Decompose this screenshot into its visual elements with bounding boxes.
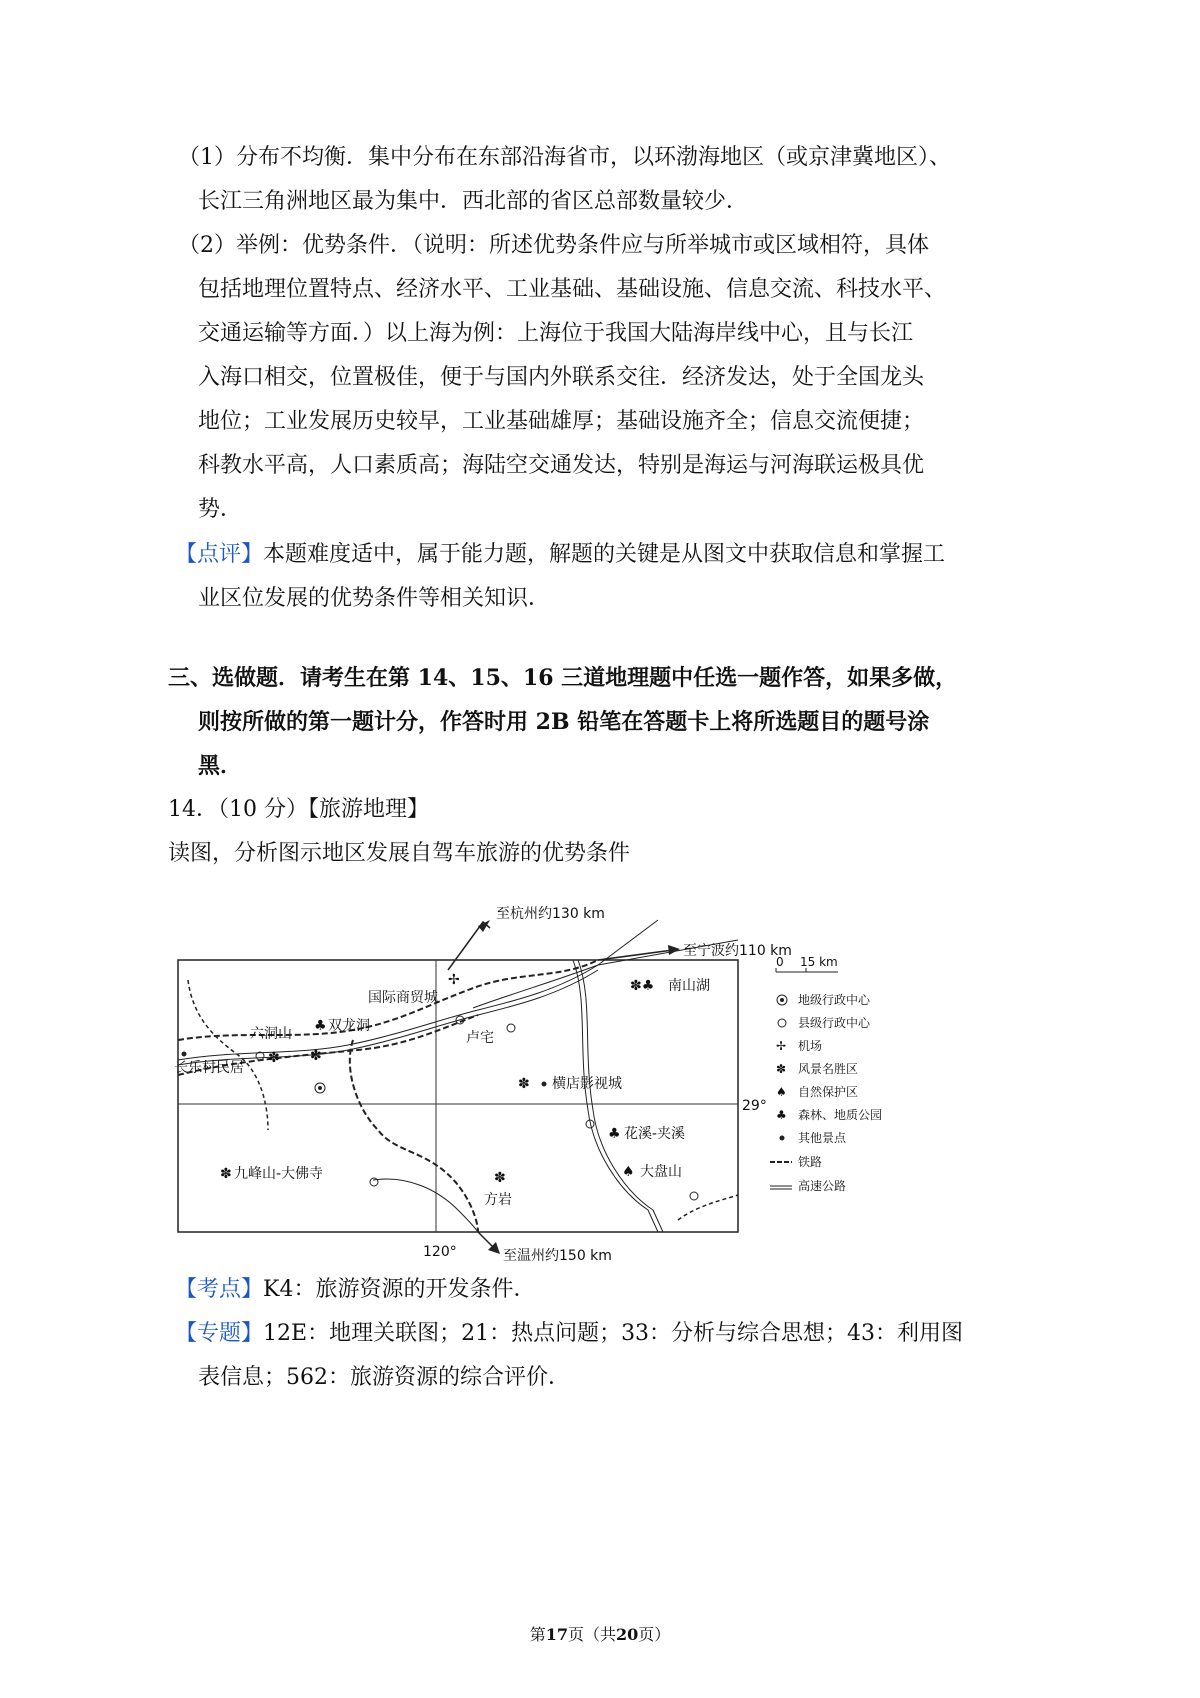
county-center-icon: [690, 1192, 698, 1200]
scenic-icon: ✽♣: [630, 978, 655, 994]
answer-2-line-3: 交通运输等方面．）以上海为例：上海位于我国大陆海岸线中心，且与长江: [198, 321, 914, 346]
answer-2-line-7: 势．: [198, 497, 243, 522]
footer-middle: 页（共: [567, 1625, 616, 1644]
spot-icon: [542, 1082, 547, 1087]
kaodian-text: K4：旅游资源的开发条件．: [263, 1277, 536, 1302]
legend-scenic-icon: ✽: [776, 1062, 787, 1076]
legend-forest: 森林、地质公园: [798, 1108, 883, 1122]
scenic-icon: ✽: [494, 1170, 506, 1186]
label-huaxi: 花溪-夹溪: [624, 1126, 686, 1142]
label-latitude: 29°: [742, 1098, 767, 1114]
spot-icon: [182, 1052, 187, 1057]
answer-2-line-6: 科教水平高，人口素质高；海陆空交通发达，特别是海运与河海联运极具优: [198, 453, 925, 478]
answer-2-line-2: 包括地理位置特点、经济水平、工业基础、基础设施、信息交流、科技水平、: [198, 277, 947, 302]
comment-line-2: 业区位发展的优势条件等相关知识．: [198, 586, 551, 611]
scenic-icon: ✽: [268, 1050, 280, 1066]
label-to-wenzhou: 至温州约150 km: [503, 1248, 612, 1264]
label-luzhai: 卢宅: [466, 1030, 494, 1046]
label-shuanglongdong: 双龙洞: [328, 1018, 370, 1034]
kaodian-line: [175, 1275, 535, 1305]
zhuanti-line-1: [175, 1319, 963, 1349]
label-hengdian: 横店影视城: [552, 1076, 622, 1092]
legend-scale-zero: 0: [776, 955, 784, 969]
footer-prefix: 第: [529, 1625, 546, 1644]
label-jiufengshan: 九峰山-大佛寺: [234, 1166, 324, 1182]
answer-2-line-4: 入海口相交，位置极佳，便于与国内外联系交往．经济发达，处于全国龙头: [198, 365, 925, 390]
map-frame: [178, 960, 738, 1232]
zhuanti-text-1: 12E：地理关联图；21：热点问题；33：分析与综合思想；43：利用图: [263, 1321, 964, 1346]
question-14-header: 14．（10 分）【旅游地理】: [168, 797, 429, 822]
legend-scale-value: 15 km: [800, 955, 838, 969]
label-to-ningbo: 至宁波约110 km: [683, 943, 792, 959]
county-center-icon: [370, 1178, 378, 1186]
legend-reserve-icon: ♠: [776, 1085, 787, 1099]
forest-icon: ♣: [608, 1126, 621, 1142]
expressway-4: [373, 1179, 478, 1232]
expressway-3b: [578, 960, 663, 1232]
comment-line-1: [175, 540, 945, 570]
legend-prefecture-dot: [780, 998, 784, 1002]
kaodian-tag: 【考点】: [175, 1277, 264, 1302]
footer-total: 20: [616, 1625, 639, 1644]
legend-airport-icon: ✢: [776, 1039, 787, 1053]
answer-1-line-2: 长江三角洲地区最为集中．西北部的省区总部数量较少．: [198, 189, 749, 214]
legend-forest-icon: ♣: [776, 1108, 787, 1122]
zhuanti-line-2: 表信息；562：旅游资源的综合评价．: [198, 1365, 570, 1390]
legend-expressway: 高速公路: [798, 1179, 847, 1193]
map-legend: [770, 955, 882, 1193]
question-14-prompt: 读图，分析图示地区发展自驾车旅游的优势条件: [168, 841, 631, 866]
section3-line-2: 则按所做的第一题计分，作答时用 2B 铅笔在答题卡上将所选题目的题号涂: [198, 709, 930, 735]
railway-line-5: [678, 1195, 738, 1220]
airport-icon: ✢: [448, 972, 460, 988]
legend-railway: 铁路: [798, 1155, 823, 1169]
section3-line-1: 三、选做题．请考生在第 14、15、16 三道地理题中任选一题作答，如果多做，: [168, 665, 958, 691]
comment-text-1: 本题难度适中，属于能力题，解题的关键是从图文中获取信息和掌握工: [263, 542, 946, 567]
label-to-hangzhou: 至杭州约130 km: [496, 906, 605, 922]
page-footer: [0, 1625, 1200, 1645]
county-center-icon: [507, 1024, 515, 1032]
label-longitude: 120°: [423, 1244, 457, 1260]
legend-county-icon: [778, 1019, 786, 1027]
answer-2-line-5: 地位；工业发展历史较早，工业基础雄厚；基础设施齐全；信息交流便捷；: [198, 409, 925, 434]
arrow-ningbo-head: [668, 945, 680, 955]
nature-reserve-icon: ♠: [622, 1164, 635, 1180]
scenic-icon: ✽: [220, 1166, 232, 1182]
answer-2-line-1: （2）举例：优势条件．（说明：所述优势条件应与所举城市或区域相符，具体: [178, 233, 929, 258]
legend-spot-icon: [780, 1136, 785, 1141]
footer-page: 17: [545, 1625, 568, 1644]
legend-county: 县级行政中心: [798, 1016, 871, 1030]
forest-icon: ♣: [314, 1018, 327, 1034]
legend-spot: 其他景点: [798, 1131, 847, 1145]
label-changlecunminju: 长乐村民居: [174, 1060, 244, 1076]
label-guojishangmaocheng: 国际商贸城: [368, 990, 438, 1006]
answer-1-line-1: （1）分布不均衡．集中分布在东部沿海省市，以环渤海地区（或京津冀地区）、: [178, 145, 951, 170]
label-dapanshan: 大盘山: [640, 1164, 682, 1180]
railway-line-3: [350, 1040, 478, 1232]
legend-airport: 机场: [798, 1039, 823, 1053]
expressway-1b: [178, 970, 598, 1065]
scenic-icon: ✽: [310, 1048, 322, 1064]
label-liudongshan: 六洞山: [250, 1026, 292, 1042]
footer-suffix: 页）: [638, 1625, 671, 1644]
scenic-icon: ✽: [518, 1076, 530, 1092]
label-fangyan: 方岩: [484, 1192, 512, 1208]
legend-scenic: 风景名胜区: [798, 1062, 859, 1076]
zhuanti-tag: 【专题】: [175, 1321, 264, 1346]
section3-line-3: 黑．: [198, 753, 243, 779]
prefecture-center-dot: [318, 1086, 322, 1090]
legend-reserve: 自然保护区: [798, 1085, 859, 1099]
label-nanshanhu: 南山湖: [668, 978, 710, 994]
legend-prefecture: 地级行政中心: [798, 993, 871, 1007]
comment-tag: 【点评】: [175, 542, 264, 567]
